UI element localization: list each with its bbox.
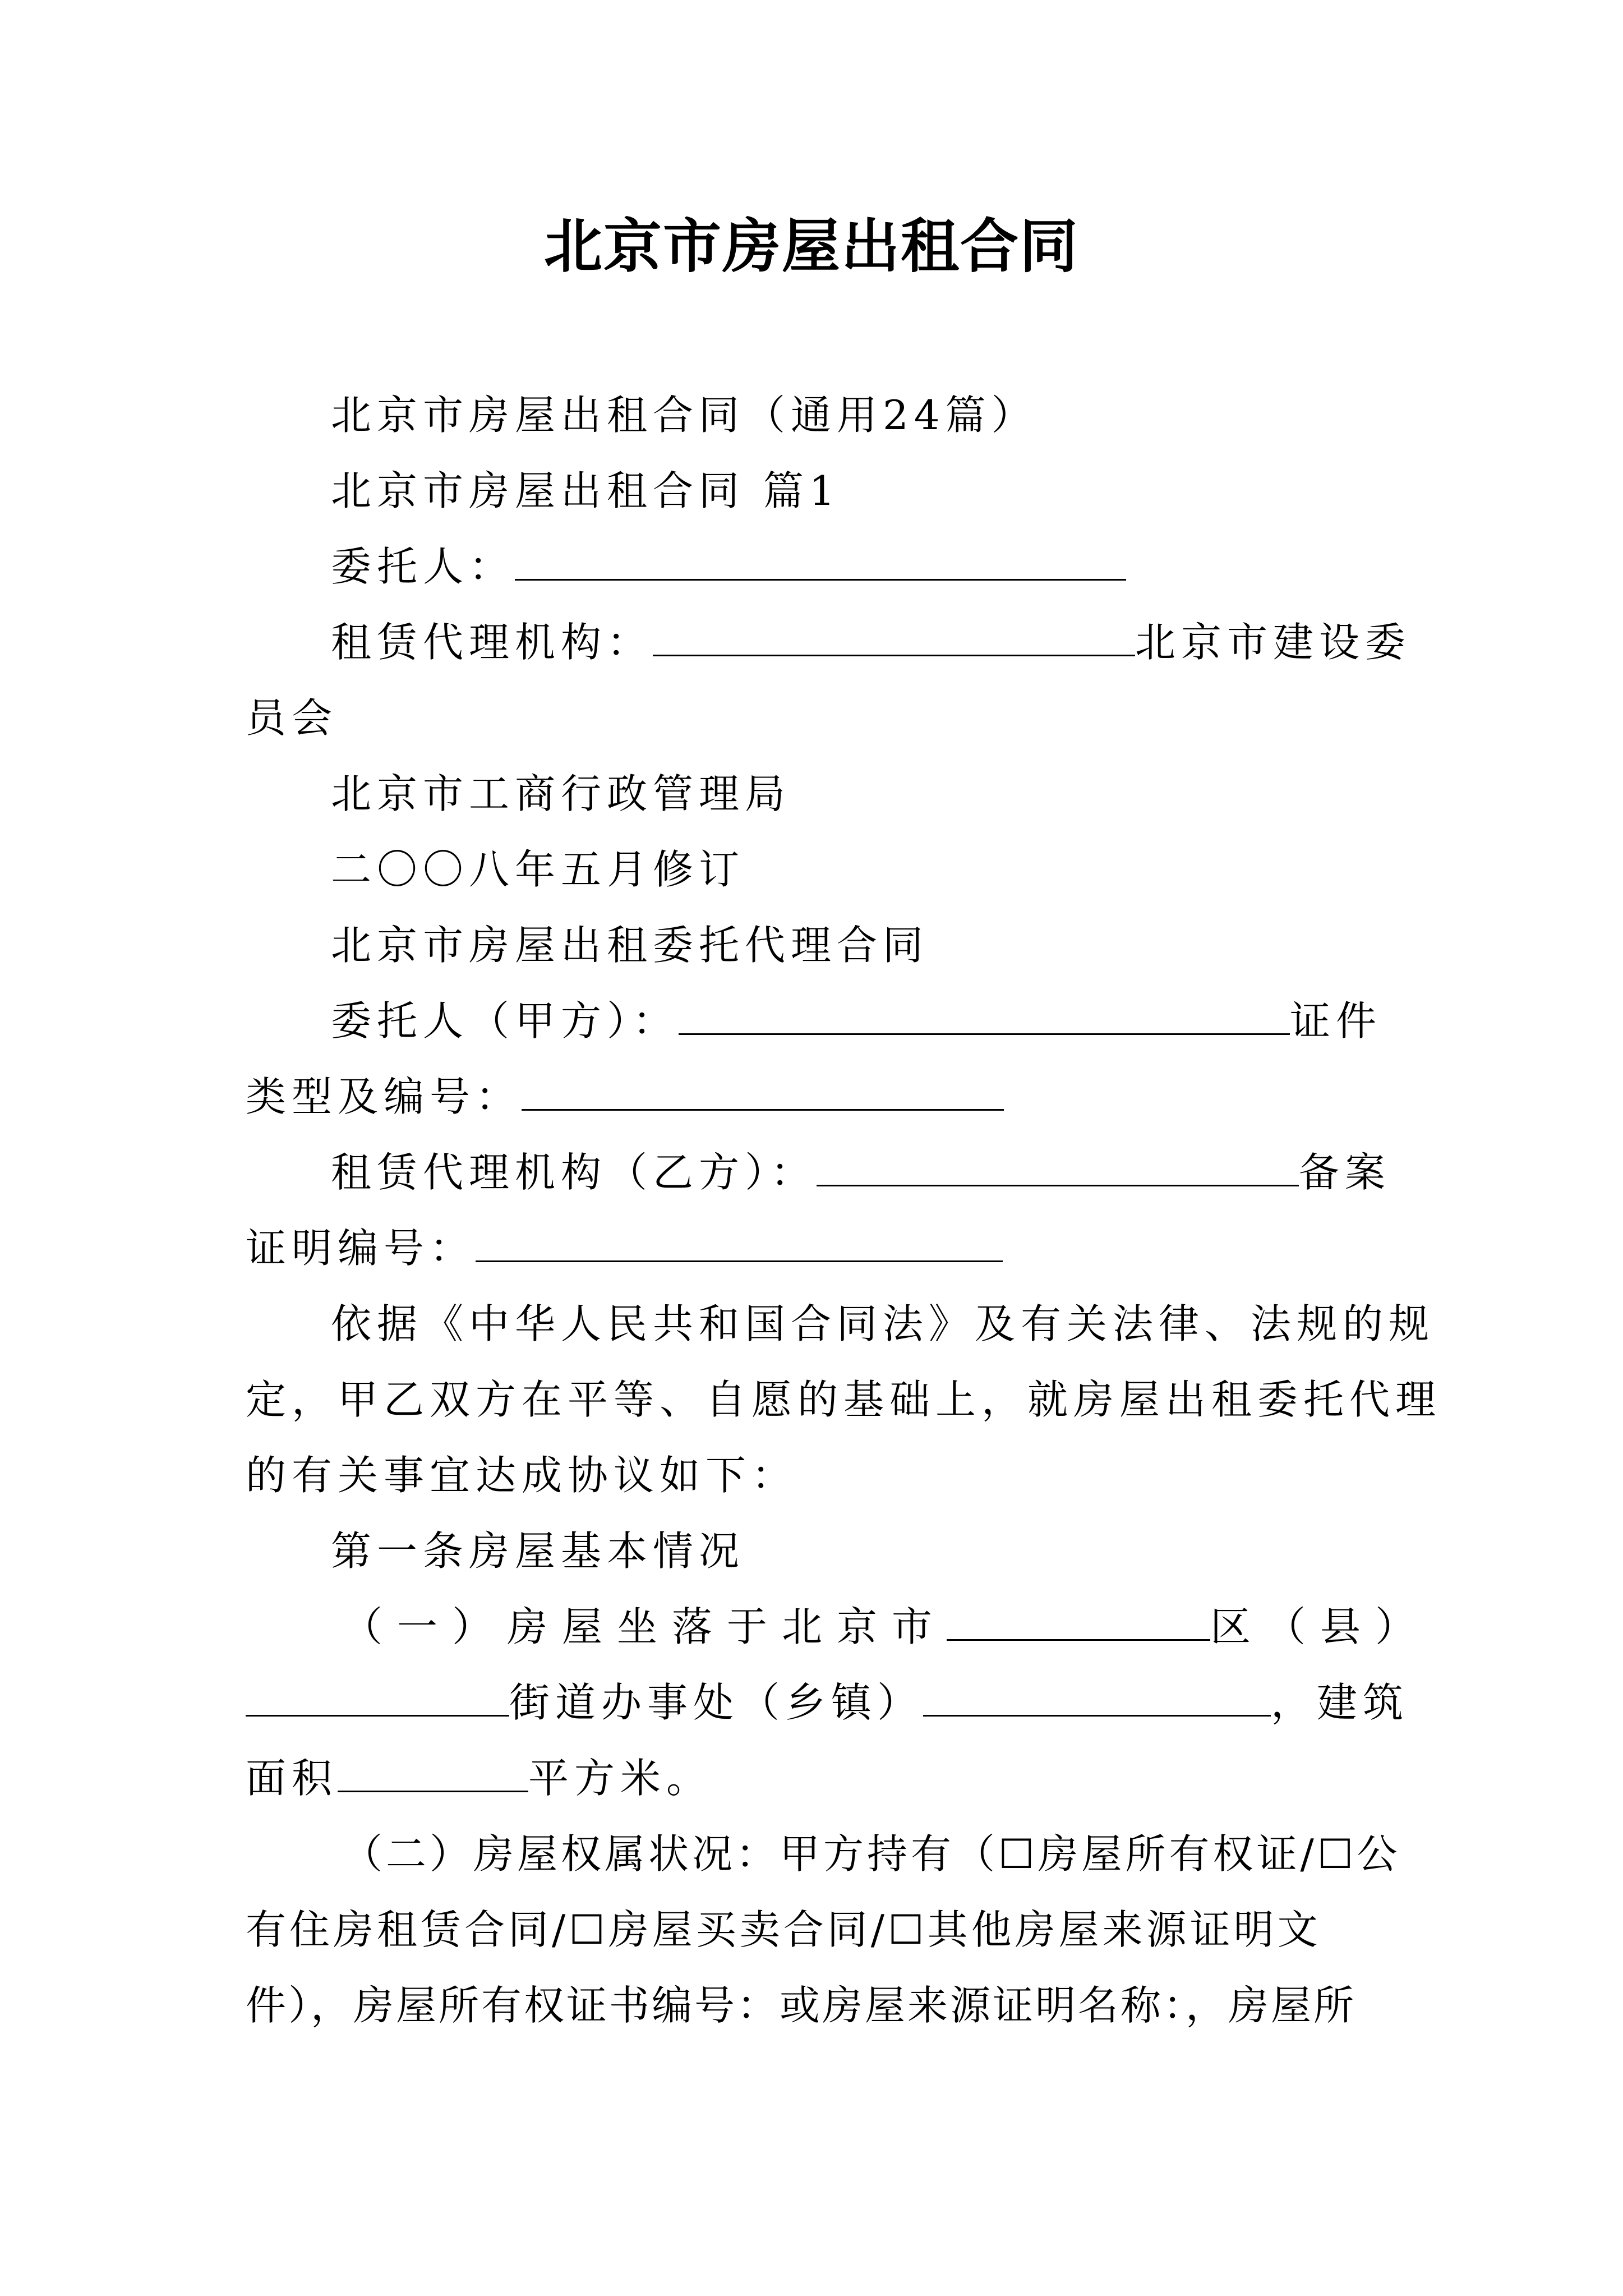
line-committee: 员会 xyxy=(246,694,338,742)
township-blank[interactable] xyxy=(923,1682,1271,1717)
line-article-1: 第一条房屋基本情况 xyxy=(331,1527,745,1575)
line-ownership-2: 有住房租赁合同/☐房屋买卖合同/☐其他房屋来源证明文 xyxy=(246,1906,1321,1953)
agency-blank[interactable] xyxy=(653,622,1135,656)
line-party-b: 租赁代理机构（乙方）： 备案 xyxy=(331,1149,1391,1196)
line-street: 街道办事处（乡镇） ，建筑 xyxy=(246,1669,1390,1736)
line-subtitle: 北京市房屋出租合同（通用24篇） xyxy=(331,392,1038,439)
line-location: （一）房屋坐落于北京市 区（县） xyxy=(342,1603,1431,1650)
line-client: 委托人： xyxy=(246,533,1390,600)
line-ownership-3: 件），房屋所有权证书编号：或房屋来源证明名称：，房屋所 xyxy=(246,1982,1357,2029)
district-blank[interactable] xyxy=(947,1607,1210,1641)
line-basis-1: 依据《中华人民共和国合同法》及有关法律、法规的规 xyxy=(331,1300,1435,1347)
party-b-blank[interactable] xyxy=(817,1152,1299,1186)
party-a-blank[interactable] xyxy=(679,1001,1290,1035)
line-ownership-1: （二）房屋权属状况：甲方持有（☐房屋所有权证/☐公 xyxy=(342,1830,1401,1878)
line-bureau: 北京市工商行政管理局 xyxy=(331,770,791,817)
filing-number-blank[interactable] xyxy=(476,1228,1003,1262)
document-title: 北京市房屋出租合同 xyxy=(543,212,1079,280)
line-party-a: 委托人（甲方）： 证件 xyxy=(331,997,1382,1045)
line-basis-3: 的有关事宜达成协议如下： xyxy=(246,1452,798,1499)
line-section-heading: 北京市房屋出租合同 篇1 xyxy=(331,467,841,514)
line-area: 面积 平方米。 xyxy=(246,1755,713,1802)
line-id-type: 类型及编号： xyxy=(246,1063,1390,1130)
client-blank[interactable] xyxy=(515,546,1126,581)
line-revision-date: 二〇〇八年五月修订 xyxy=(331,846,745,893)
area-blank[interactable] xyxy=(338,1758,528,1792)
line-agency: 租赁代理机构： 北京市建设委 xyxy=(331,619,1412,666)
line-filing-number: 证明编号： xyxy=(246,1214,1390,1282)
line-basis-2: 定，甲乙双方在平等、自愿的基础上，就房屋出租委托代理 xyxy=(246,1376,1442,1423)
line-contract-name: 北京市房屋出租委托代理合同 xyxy=(331,922,929,969)
street-blank[interactable] xyxy=(246,1682,509,1717)
id-type-blank[interactable] xyxy=(522,1076,1004,1111)
